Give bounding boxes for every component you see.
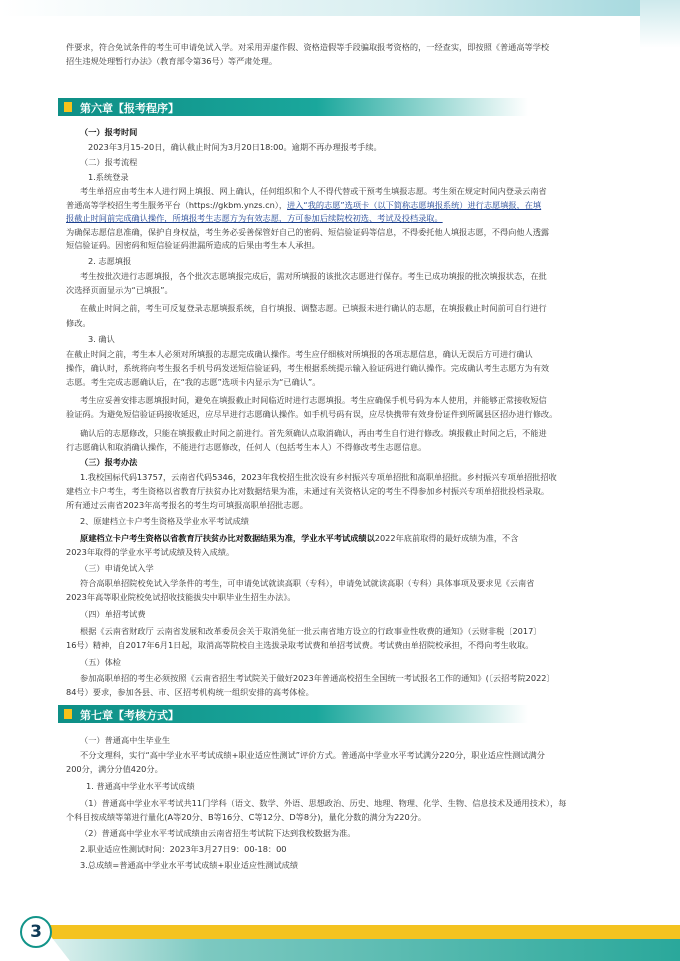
text-line: 志愿。考生完成志愿确认后，在“我的志愿”选项卡内显示为“已确认”。 bbox=[66, 377, 321, 387]
text-line: 2023年取得的学业水平考试成绩及转入成绩。 bbox=[66, 547, 235, 557]
text-line: 所有通过云南省2023年高考报名的考生均可填报高职单招批志愿。 bbox=[66, 500, 308, 510]
platform-text: 普通高等学校招生考生服务平台（https://gkbm.ynzs.cn）， bbox=[66, 200, 288, 210]
chapter-6-heading bbox=[58, 98, 528, 116]
chapter-marker bbox=[64, 102, 72, 112]
text-line: 不分文理科，实行“高中学业水平考试成绩+职业适应性测试”评价方式。普通高中学业水平考试满分220分，职业适应性测试满分 bbox=[80, 750, 545, 760]
subheading: 1.系统登录 bbox=[88, 172, 129, 182]
section-heading: （二）报考流程 bbox=[80, 157, 138, 167]
text-line: 考生应妥善安排志愿填报时间，避免在填报截止时间临近时进行志愿填报。考生应确保手机号码为本人使用，并能够正常接收短信 bbox=[80, 395, 547, 405]
text-line: 招生违规处理暂行办法》（教育部令第36号）等严肃处理。 bbox=[66, 56, 278, 66]
text-line: 验证码。为避免短信验证码接收延迟，应尽早进行志愿确认操作。如手机号码有误，应尽快携带有效身份证件到所属县区招办进行修改。 bbox=[66, 409, 558, 419]
text-line bbox=[80, 533, 518, 544]
text-line: 3.总成绩=普通高中学业水平考试成绩+职业适应性测试成绩 bbox=[80, 860, 299, 870]
text-line: （1）普通高中学业水平考试共11门学科（语文、数学、外语、思想政治、历史、地理、物理、化学、生物、信息技术及通用技术），每 bbox=[80, 798, 567, 808]
normal-text: 2022年底前取得的最好成绩为准，不含 bbox=[374, 533, 519, 543]
text-line: 行志愿确认和取消确认操作，不能进行志愿修改，任何人（包括考生本人）不得修改考生志愿信息。 bbox=[66, 442, 427, 452]
text-line: 确认后的志愿修改，只能在填报截止时间之前进行。首先须确认点取消确认，再由考生自行进行修改。填报截止时间之后，不能进 bbox=[80, 428, 547, 438]
subheading: 1. 普通高中学业水平考试成绩 bbox=[86, 781, 195, 791]
subheading: 2、原建档立卡户考生资格及学业水平考试成绩 bbox=[80, 516, 249, 526]
page-number: 3 bbox=[20, 916, 52, 948]
footer-yellow-band bbox=[0, 925, 680, 939]
text-line: 考生单招应由考生本人进行网上填报、网上确认，任何组织和个人不得代替或干预考生填报志愿。考生须在规定时间内登录云南省 bbox=[80, 186, 547, 196]
chapter-7-title: 第七章【考核方式】 bbox=[80, 709, 179, 722]
footer-green-band bbox=[0, 939, 680, 961]
text-line bbox=[66, 200, 541, 211]
chapter-7-heading bbox=[58, 705, 528, 723]
subheading: 3. 确认 bbox=[88, 334, 115, 344]
text-line: 建档立卡户考生，考生资格以省教育厅扶贫办比对数据结果为准，未通过有关资格认定的考生不得参加乡村振兴专项单招批投档录取。 bbox=[66, 486, 550, 496]
text-line: 符合高职单招院校免试入学条件的考生，可申请免试就读高职（专科），申请免试就读高职（专科）具体事项及要求见《云南省 bbox=[80, 578, 535, 588]
text-line: 根据《云南省财政厅 云南省发展和改革委员会关于取消免征一批云南省地方设立的行政事业性收费的通知》（云财非税〔2017〕 bbox=[80, 626, 542, 636]
text-line: 件要求，符合免试条件的考生可申请免试入学。对采用弄虚作假、资格造假等手段骗取报考资格的，一经查实，即按照《普通高等学校 bbox=[66, 42, 550, 52]
text-line: 在截止时间之前，考生本人必须对所填报的志愿完成确认操作。考生应仔细核对所填报的各项志愿信息，确认无误后方可进行确认 bbox=[66, 349, 533, 359]
text-line: 2.职业适应性测试时间：2023年3月27日9：00-18：00 bbox=[80, 844, 287, 854]
section-heading: （三）报考办法 bbox=[80, 457, 138, 467]
section-heading: （四）单招考试费 bbox=[80, 609, 146, 619]
text-line: 个科目按成绩等第进行量化(A等20分、B等16分、C等12分、D等8分)，量化分数的满分为220分。 bbox=[66, 812, 427, 822]
section-heading: （一）报考时间 bbox=[80, 127, 138, 137]
platform-link-text[interactable]: 进入“我的志愿”选项卡（以下简称志愿填报系统）进行志愿填报，在填 bbox=[287, 200, 542, 210]
text-line: 为确保志愿信息准确，保护自身权益，考生务必妥善保管好自己的密码、短信验证码等信息，不得委托他人填报志愿，不得向他人透露 bbox=[66, 227, 550, 237]
text-line: 短信验证码。因密码和短信验证码泄漏所造成的后果由考生本人承担。 bbox=[66, 240, 320, 250]
text-line: 200分，满分分值420分。 bbox=[66, 764, 163, 774]
text-line: 84号）要求，参加各县、市、区招考机构统一组织安排的高考体检。 bbox=[66, 687, 314, 697]
text-line: 修改。 bbox=[66, 318, 91, 328]
text-line: 考生按批次进行志愿填报，各个批次志愿填报完成后，需对所填报的该批次志愿进行保存。考生已成功填报的批次填报状态，在批 bbox=[80, 271, 547, 281]
chapter-6-title: 第六章【报考程序】 bbox=[80, 102, 179, 115]
chapter-marker bbox=[64, 709, 72, 719]
text-line: 2023年3月15-20日，确认截止时间为3月20日18:00。逾期不再办理报考手续。 bbox=[88, 142, 382, 152]
text-line: 操作，确认时，系统将向考生报名手机号码发送短信验证码，考生根据系统提示输入验证码进行确认操作。完成确认考生志愿方为有效 bbox=[66, 363, 550, 373]
section-heading: （三）申请免试入学 bbox=[80, 563, 154, 573]
text-line: 2023年高等职业院校免试招收技能拔尖中职毕业生招生办法》。 bbox=[66, 592, 296, 602]
text-line: 参加高职单招的考生必须按照《云南省招生考试院关于做好2023年普通高校招生全国统一考试报名工作的通知》(〔云招考院2022〕 bbox=[80, 673, 555, 683]
text-line: （2）普通高中学业水平考试成绩由云南省招生考试院下达到我校数据为准。 bbox=[80, 828, 356, 838]
text-line: 在截止时间之前，考生可反复登录志愿填报系统，自行填报、调整志愿。已填报未进行确认的志愿，在填报截止时间前可自行进行 bbox=[80, 303, 547, 313]
bold-text: 原建档立卡户考生资格以省教育厅扶贫办比对数据结果为准，学业水平考试成绩以 bbox=[80, 533, 375, 543]
subheading: 2. 志愿填报 bbox=[88, 256, 132, 266]
section-heading: （五）体检 bbox=[80, 657, 121, 667]
text-line: 16号）精神，自2017年6月1日起，取消高等院校自主选拔录取考试费和单招考试费。考试费由单招院校承担，不得向考生收取。 bbox=[66, 640, 534, 650]
text-line: 1.我校国标代码13757，云南省代码5346，2023年我校招生批次设有乡村振兴专项单招批和高职单招批。乡村振兴专项单招批招收 bbox=[80, 472, 557, 482]
section-heading: （一）普通高中生毕业生 bbox=[80, 735, 171, 745]
underlined-text-line: 报截止时间前完成确认操作，所填报考生志愿方为有效志愿，方可参加后续院校初选、考试及投档录取。 bbox=[66, 213, 443, 223]
text-line: 次选择页面显示为“已填报”。 bbox=[66, 285, 173, 295]
